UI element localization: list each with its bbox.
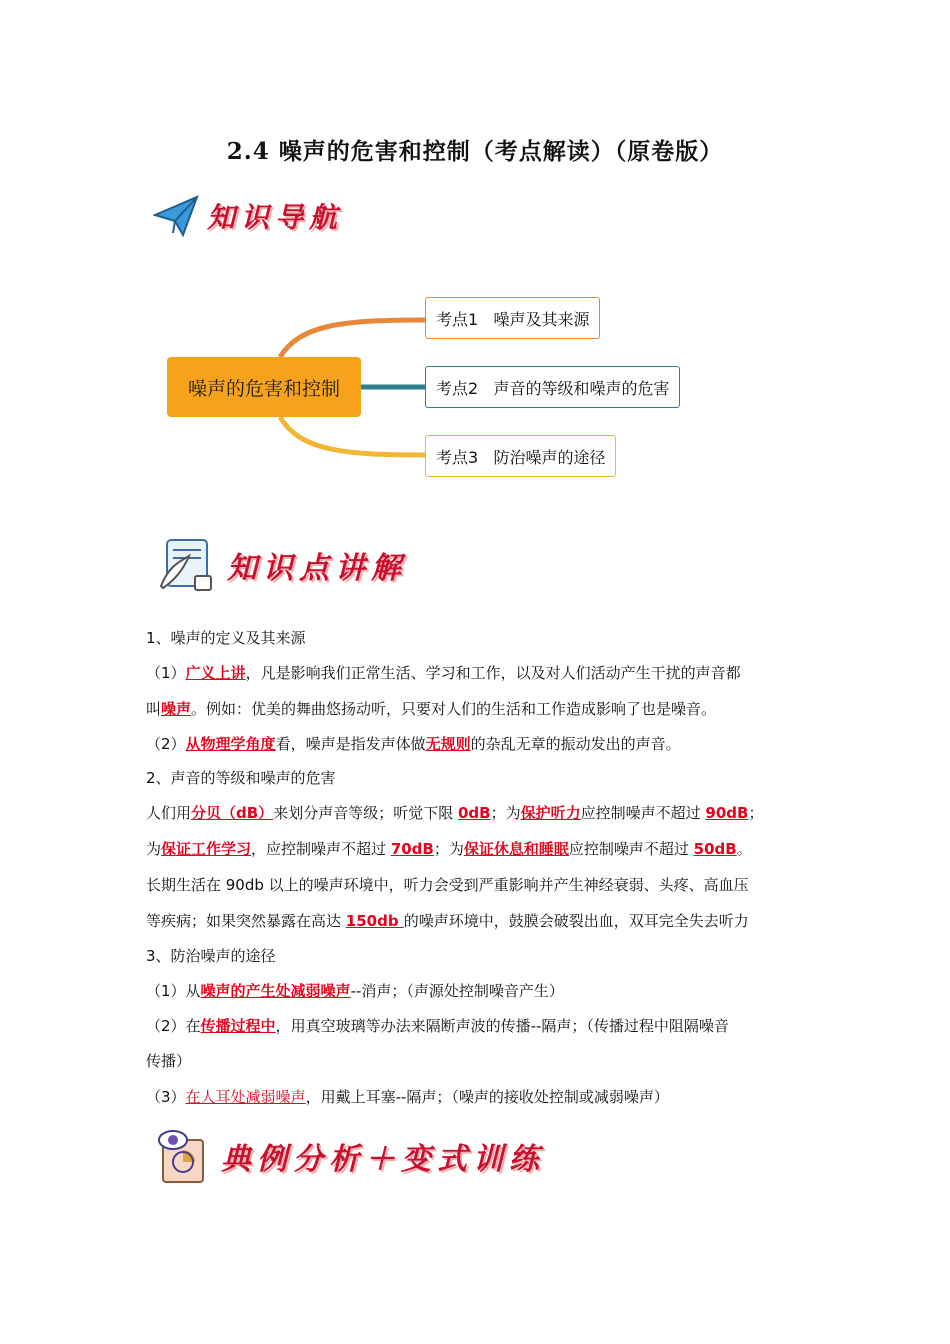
connector-1 [280, 320, 425, 357]
paragraph-5: 长期生活在 90db 以上的噪声环境中，听力会受到严重影响并产生神经衰弱、头疼、高血压 [146, 876, 749, 894]
paragraph-9: （3）在人耳处减弱噪声，用戴上耳塞--隔声；（噪声的接收处控制或减弱噪声） [146, 1088, 669, 1106]
page-title: 2.4 噪声的危害和控制（考点解读）（原卷版） [226, 138, 724, 165]
section-title-explain: 知识点讲解 [227, 551, 407, 586]
mindmap-node-3: 考点3 防治噪声的途径 [425, 435, 616, 477]
section-title-nav: 知识导航 [207, 201, 344, 234]
paragraph-8: （2）在传播过程中，用真空玻璃等办法来隔断声波的传播--隔声；（传播过程中阻隔噪音 [146, 1017, 729, 1035]
section-header-explain [155, 536, 407, 594]
paragraph-2: （2）从物理学角度看，噪声是指发声体做无规则的杂乱无章的振动发出的声音。 [146, 735, 681, 753]
mindmap-center: 噪声的危害和控制 [167, 357, 361, 417]
eye-chart-icon [153, 1126, 211, 1186]
mindmap-node-2: 考点2 声音的等级和噪声的危害 [425, 366, 680, 408]
section-title-examples: 典例分析＋变式训练 [221, 1142, 545, 1177]
paragraph-1: （1）广义上讲，凡是影响我们正常生活、学习和工作，以及对人们活动产生干扰的声音都 [146, 664, 741, 682]
paragraph-7: （1）从噪声的产生处减弱噪声--消声；（声源处控制噪音产生） [146, 982, 564, 1000]
connector-3 [280, 417, 425, 455]
paragraph-4: 为保证工作学习，应控制噪声不超过 70dB；为保证休息和睡眠应控制噪声不超过 50dB。 [146, 840, 752, 858]
mindmap-node-1: 考点1 噪声及其来源 [425, 297, 600, 339]
heading-2: 2、声音的等级和噪声的危害 [146, 769, 336, 787]
section-header-examples [153, 1126, 545, 1186]
paragraph-8-cont: 传播） [146, 1052, 192, 1070]
paragraph-1-cont: 叫噪声。例如：优美的舞曲悠扬动听，只要对人们的生活和工作造成影响了也是噪音。 [146, 700, 717, 718]
paragraph-3: 人们用分贝（dB）来划分声音等级；听觉下限 0dB；为保护听力应控制噪声不超过 90dB； [146, 804, 764, 822]
scroll-quill-icon [155, 536, 217, 594]
heading-1: 1、噪声的定义及其来源 [146, 629, 306, 647]
heading-3: 3、防治噪声的途径 [146, 947, 276, 965]
paragraph-6: 等疾病；如果突然暴露在高达 150db 的噪声环境中，鼓膜会破裂出血，双耳完全失去听力 [146, 912, 749, 930]
